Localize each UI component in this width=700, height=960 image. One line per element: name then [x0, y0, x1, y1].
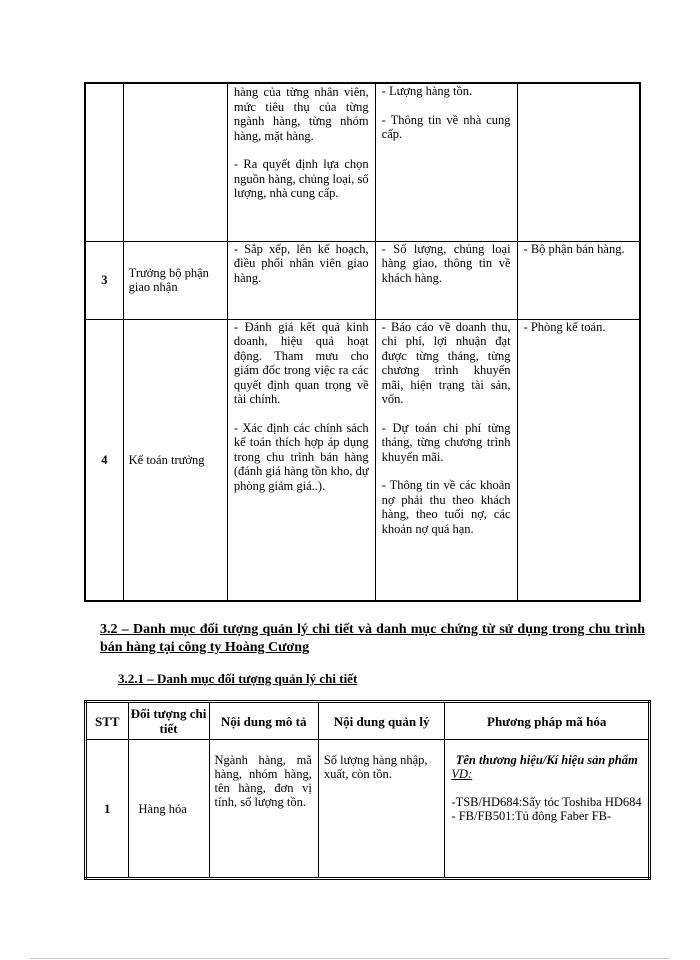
coding-cell [445, 740, 650, 879]
object-catalog-table [84, 700, 651, 880]
info-text: - Thông tin về các khoản nợ phải thu theo khách hàng, theo tuổi nợ, các khoản nợ quá hạn. [381, 478, 511, 536]
info-text: - Báo cáo về doanh thu, chi phí, lợi nhuận đạt được từng tháng, từng chương trình khuyến mãi, hiện trạng tài sản, vốn. [381, 319, 511, 406]
task-text: - Xác định các chính sách kế toán thích hợp áp dụng trong chu trình bán hàng (đánh giá hàng tồn kho, dự phòng giảm giá..). [233, 420, 369, 493]
task-text: - Đánh giá kết quả kinh doanh, hiệu quả hoạt động. Tham mưu cho giám đốc trong việc ra các quyết định quan trọng về tài chính. [233, 319, 369, 406]
header-stt: STT [86, 702, 129, 740]
stt-cell: 4 [85, 319, 123, 601]
responsibility-table [84, 82, 641, 602]
source-cell: - Phòng kế toán. [517, 319, 640, 601]
role-cell [123, 83, 227, 241]
description-cell: Ngành hàng, mã hàng, nhóm hàng, tên hàng, đơn vị tính, số lượng tồn. [209, 740, 318, 879]
info-text: - Lượng hàng tồn. [381, 84, 473, 98]
task-text: - Ra quyết định lựa chọn nguồn hàng, chủng loại, số lượng, nhà cung cấp. [233, 157, 369, 200]
table-header-row [86, 702, 650, 740]
role-cell: Kế toán trưởng [123, 319, 227, 601]
table-row [85, 241, 640, 319]
role-cell: Trưởng bộ phận giao nhận [123, 241, 227, 319]
info-text: - Dự toán chi phí từng tháng, từng chương trình khuyến mãi. [381, 420, 511, 464]
header-description: Nội dung mô tả [209, 702, 318, 740]
task-text: - Sắp xếp, lên kế hoạch, điều phối nhân viên giao hàng. [233, 241, 369, 285]
tasks-cell [227, 83, 375, 241]
table-row [85, 83, 640, 241]
section-heading: 3.2 – Danh mục đối tượng quản lý chi tiết và danh mục chứng từ sử dụng trong chu trình bán hàng tại công ty Hoàng Cương [100, 622, 645, 655]
coding-example: - FB/FB501:Tủ đông Faber FB- [451, 809, 612, 823]
header-object: Đối tượng chi tiết [128, 702, 209, 740]
table-row [85, 319, 640, 601]
info-cell [375, 83, 517, 241]
source-cell: - Bộ phận bán hàng. [517, 241, 640, 319]
info-cell [375, 319, 517, 601]
tasks-cell [227, 241, 375, 319]
header-coding: Phương pháp mã hóa [445, 702, 650, 740]
coding-example: -TSB/HD684:Sấy tóc Toshiba HD684 [451, 795, 642, 809]
page-divider [30, 958, 670, 959]
info-text: - Số lượng, chủng loại hàng giao, thông tin về khách hàng. [381, 241, 511, 285]
source-cell [517, 83, 640, 241]
object-cell: Hàng hóa [128, 740, 209, 879]
subsection-heading: 3.2.1 – Danh mục đối tượng quản lý chi tiết [118, 671, 358, 686]
header-management: Nội dung quản lý [318, 702, 445, 740]
coding-title: Tên thương hiệu/Kí hiệu sản phẩm [455, 753, 638, 767]
coding-example-label: VD: [451, 767, 473, 781]
stt-cell: 1 [86, 740, 129, 879]
table-row [86, 740, 650, 879]
info-text: - Thông tin về nhà cung cấp. [381, 112, 511, 141]
info-cell [375, 241, 517, 319]
tasks-cell [227, 319, 375, 601]
management-cell: Số lượng hàng nhập, xuất, còn tồn. [318, 740, 445, 879]
stt-cell [85, 83, 123, 241]
stt-cell: 3 [85, 241, 123, 319]
task-text: hàng của từng nhân viên, mức tiêu thụ của từng ngành hàng, từng nhóm hàng, mặt hàng. [233, 85, 369, 143]
